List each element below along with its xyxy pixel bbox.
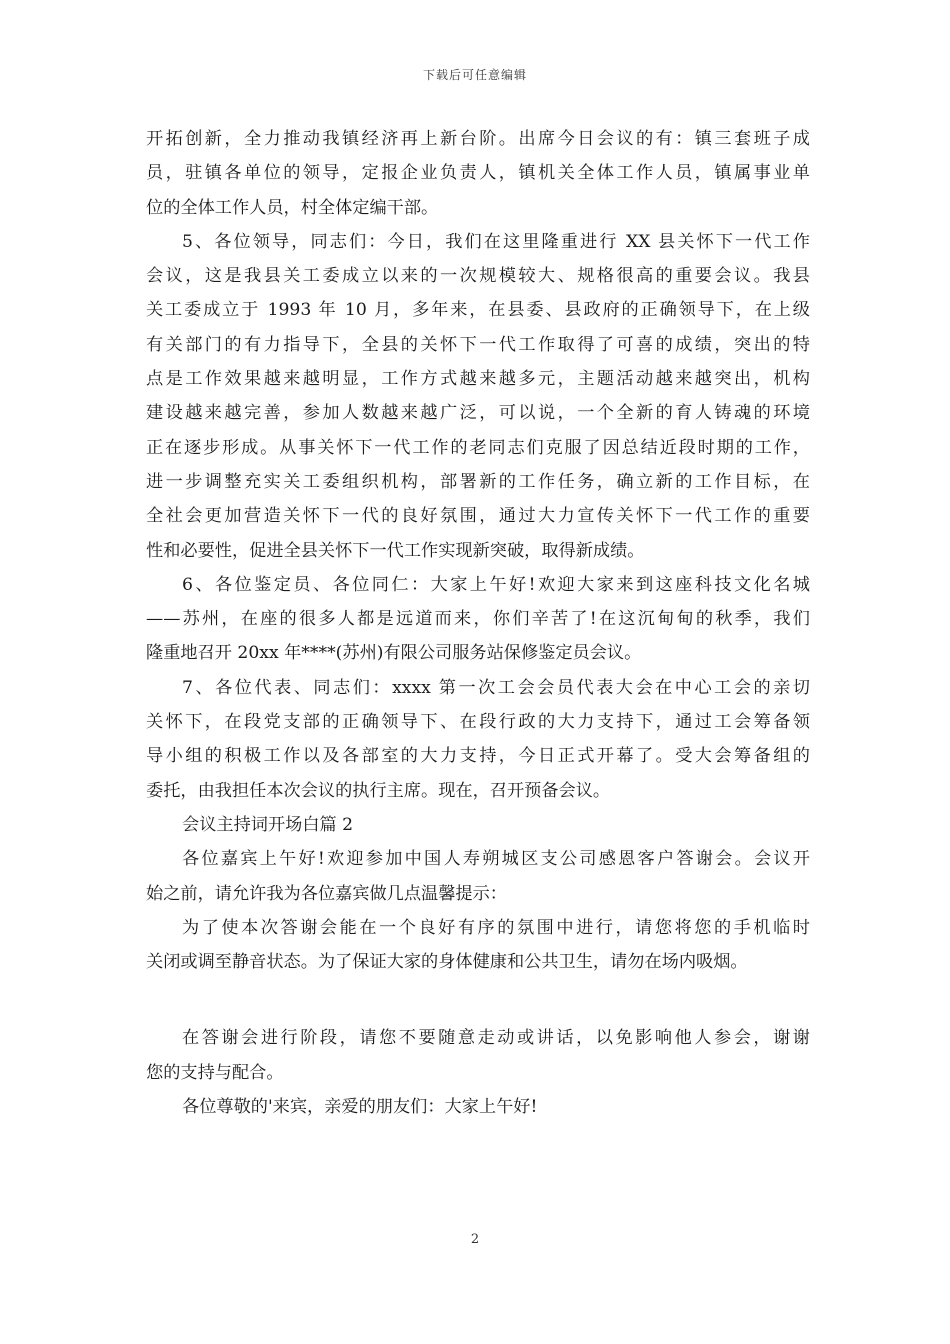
text-line: 有关部门的有力指导下，全县的关怀下一代工作取得了可喜的成绩，突出的特 <box>146 334 810 355</box>
text-line: 关闭或调至静音状态。为了保证大家的身体健康和公共卫生，请勿在场内吸烟。 <box>146 952 748 973</box>
text-line: 点是工作效果越来越明显，工作方式越来越多元，主题活动越来越突出，机构 <box>146 369 810 390</box>
text-line: 会议，这是我县关工委成立以来的一次规模较大、规格很高的重要会议。我县 <box>146 266 810 287</box>
document-body <box>146 122 810 1124</box>
text-line: 性和必要性，促进全县关怀下一代工作实现新突破，取得新成绩。 <box>146 540 645 561</box>
text-line: 6、各位鉴定员、各位同仁：大家上午好!欢迎大家来到这座科技文化名城 <box>182 574 810 595</box>
text-line: ——苏州，在座的很多人都是远道而来，你们辛苦了!在这沉甸甸的秋季，我们 <box>146 609 810 630</box>
text-line: 开拓创新，全力推动我镇经济再上新台阶。出席今日会议的有：镇三套班子成 <box>146 129 810 149</box>
paragraph-reminder <box>146 1021 810 1090</box>
page-header: 下载后可任意编辑 <box>422 68 527 82</box>
text-line: 各位嘉宾上午好!欢迎参加中国人寿朔城区支公司感恩客户答谢会。会议开 <box>182 849 810 870</box>
text-line: 全社会更加营造关怀下一代的良好氛围，通过大力宣传关怀下一代工作的重要 <box>146 506 810 527</box>
paragraph-item-5 <box>146 225 810 568</box>
blank-spacer <box>146 979 810 1021</box>
text-line: 委托，由我担任本次会议的执行主席。现在，召开预备会议。 <box>146 780 611 801</box>
text-line: 位的全体工作人员，村全体定编干部。 <box>146 197 439 218</box>
paragraph-item-6 <box>146 568 810 671</box>
text-line: 隆重地召开 20xx 年****(苏州)有限公司服务站保修鉴定员会议。 <box>146 643 642 664</box>
text-line: 正在逐步形成。从事关怀下一代工作的老同志们克服了因总结近段时期的工作， <box>146 437 810 458</box>
text-line: 员，驻镇各单位的领导，定报企业负责人，镇机关全体工作人员，镇属事业单 <box>146 163 810 184</box>
text-line: 关怀下，在段党支部的正确领导下、在段行政的大力支持下，通过工会筹备领 <box>146 712 810 733</box>
text-line: 导小组的积极工作以及各部室的大力支持，今日正式开幕了。受大会筹备组的 <box>146 746 810 767</box>
text-line: 在答谢会进行阶段，请您不要随意走动或讲话，以免影响他人参会，谢谢 <box>182 1028 810 1049</box>
paragraph-item-7 <box>146 671 810 808</box>
text-line: 您的支持与配合。 <box>146 1062 284 1083</box>
paragraph-welcome <box>146 1090 810 1124</box>
text-line: 建设越来越完善，参加人数越来越广泛，可以说，一个全新的育人铸魂的环境 <box>146 403 810 424</box>
text-line: 为了使本次答谢会能在一个良好有序的氛围中进行，请您将您的手机临时 <box>182 917 810 938</box>
text-line: 各位尊敬的'来宾，亲爱的朋友们：大家上午好! <box>182 1097 538 1118</box>
text-line: 进一步调整充实关工委组织机构，部署新的工作任务，确立新的工作目标，在 <box>146 471 810 492</box>
paragraph-1 <box>146 122 810 225</box>
text-line: 关工委成立于 1993 年 10 月，多年来，在县委、县政府的正确领导下，在上级 <box>146 300 810 321</box>
text-line: 始之前，请允许我为各位嘉宾做几点温馨提示： <box>146 883 507 904</box>
paragraph-notice <box>146 911 810 980</box>
section-heading <box>146 808 810 842</box>
text-line: 7、各位代表、同志们：xxxx 第一次工会会员代表大会在中心工会的亲切 <box>182 677 810 698</box>
text-line: 5、各位领导，同志们：今日，我们在这里隆重进行 XX 县关怀下一代工作 <box>182 231 810 252</box>
section-title: 会议主持词开场白篇 2 <box>182 814 354 835</box>
page-number: 2 <box>470 1232 480 1247</box>
paragraph-greeting <box>146 842 810 911</box>
